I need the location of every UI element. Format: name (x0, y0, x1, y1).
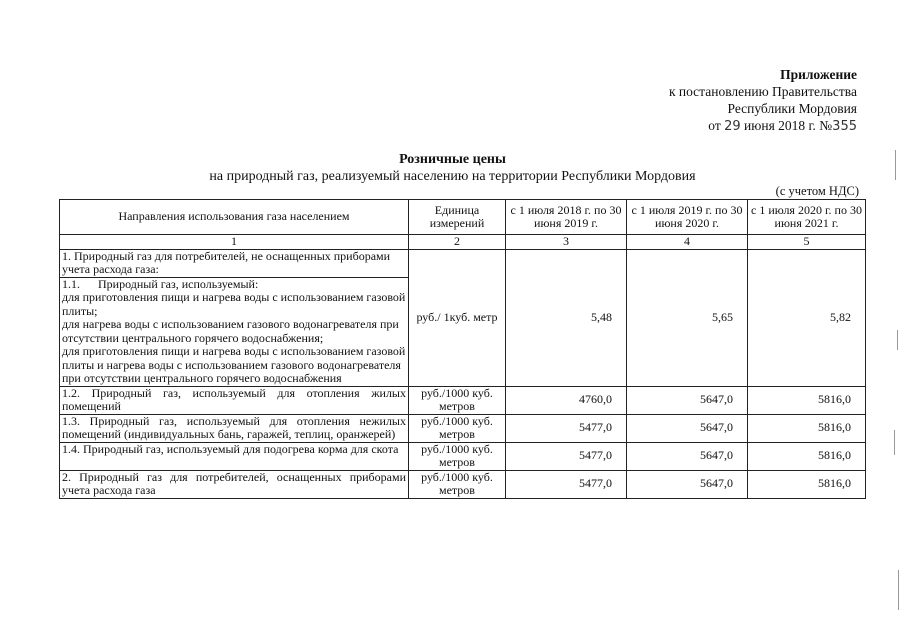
row-price: 5816,0 (748, 470, 866, 498)
row-unit: руб./ 1куб. метр (409, 249, 506, 386)
row-price: 5647,0 (627, 386, 748, 414)
col-number: 2 (409, 235, 506, 250)
row-price: 5477,0 (506, 442, 627, 470)
row-1-1-block (60, 277, 408, 386)
date-prefix: от (708, 118, 721, 133)
appendix-block (669, 66, 857, 135)
row-price: 5,82 (748, 249, 866, 386)
row-price: 5647,0 (627, 442, 748, 470)
appendix-line-2: Республики Мордовия (727, 101, 857, 116)
row-price: 5816,0 (748, 386, 866, 414)
header-period-2020: с 1 июля 2020 г. по 30 июня 2021 г. (748, 200, 866, 235)
table-row (60, 386, 866, 414)
row-price: 5816,0 (748, 414, 866, 442)
document-title: Розничные цены (399, 152, 506, 167)
row-price: 5,48 (506, 249, 627, 386)
row-unit: руб./1000 куб. метров (409, 414, 506, 442)
date-day: 29 (724, 119, 741, 134)
row-unit: руб./1000 куб. метров (409, 386, 506, 414)
col-number: 4 (627, 235, 748, 250)
row-description: 1.2. Природный газ, используемый для отопления жилых помещений (60, 386, 409, 414)
row-price: 5,65 (627, 249, 748, 386)
decree-number: 355 (832, 119, 857, 134)
row-price: 5816,0 (748, 442, 866, 470)
table-header-row (60, 200, 866, 235)
date-month-year: июня 2018 г. № (744, 118, 833, 133)
row-price: 5647,0 (627, 470, 748, 498)
col-number: 5 (748, 235, 866, 250)
header-direction: Направления использования газа населением (60, 200, 409, 235)
col-number: 3 (506, 235, 627, 250)
row-1-1-heading: 1.1. Природный газ, используемый: (62, 276, 259, 291)
row-1-1-item: для нагрева воды с использованием газового водонагревателя при отсутствии центрального горячего водоснабжения; (62, 317, 399, 345)
row-price: 4760,0 (506, 386, 627, 414)
appendix-title: Приложение (780, 67, 857, 82)
table-row (60, 414, 866, 442)
vat-note: (с учетом НДС) (775, 184, 859, 198)
header-unit: Единица измерений (409, 200, 506, 235)
row-1-1-item: для приготовления пищи и нагрева воды с использованием газовой плиты и нагрева воды с использованием газового водонагревателя при отсутствии центрального горячего водоснабжения (62, 344, 406, 385)
table-row (60, 249, 866, 386)
scan-edge-marks (891, 130, 905, 630)
row-1-1-item: для приготовления пищи и нагрева воды с использованием газовой плиты; (62, 290, 406, 318)
row-description: 2. Природный газ для потребителей, оснащенных приборами учета расхода газа (60, 470, 409, 498)
row-1-heading: 1. Природный газ для потребителей, не оснащенных приборами учета расхода газа: (62, 248, 391, 276)
row-price: 5477,0 (506, 470, 627, 498)
row-description: 1.3. Природный газ, используемый для отопления нежилых помещений (индивидуальных бань, гаражей, теплиц, оранжерей) (60, 414, 409, 442)
decree-date-line (669, 117, 857, 135)
col-number: 1 (60, 235, 409, 250)
price-table (59, 199, 866, 499)
row-price: 5477,0 (506, 414, 627, 442)
header-period-2018: с 1 июля 2018 г. по 30 июня 2019 г. (506, 200, 627, 235)
row-description: 1.4. Природный газ, используемый для подогрева корма для скота (60, 442, 409, 470)
appendix-line-1: к постановлению Правительства (668, 84, 857, 99)
column-number-row (60, 235, 866, 250)
table-row (60, 442, 866, 470)
row-price: 5647,0 (627, 414, 748, 442)
row-unit: руб./1000 куб. метров (409, 442, 506, 470)
row-unit: руб./1000 куб. метров (409, 470, 506, 498)
table-row (60, 470, 866, 498)
header-period-2019: с 1 июля 2019 г. по 30 июня 2020 г. (627, 200, 748, 235)
document-subtitle: на природный газ, реализуемый населению на территории Республики Мордовия (209, 169, 696, 184)
row-description (60, 249, 409, 386)
